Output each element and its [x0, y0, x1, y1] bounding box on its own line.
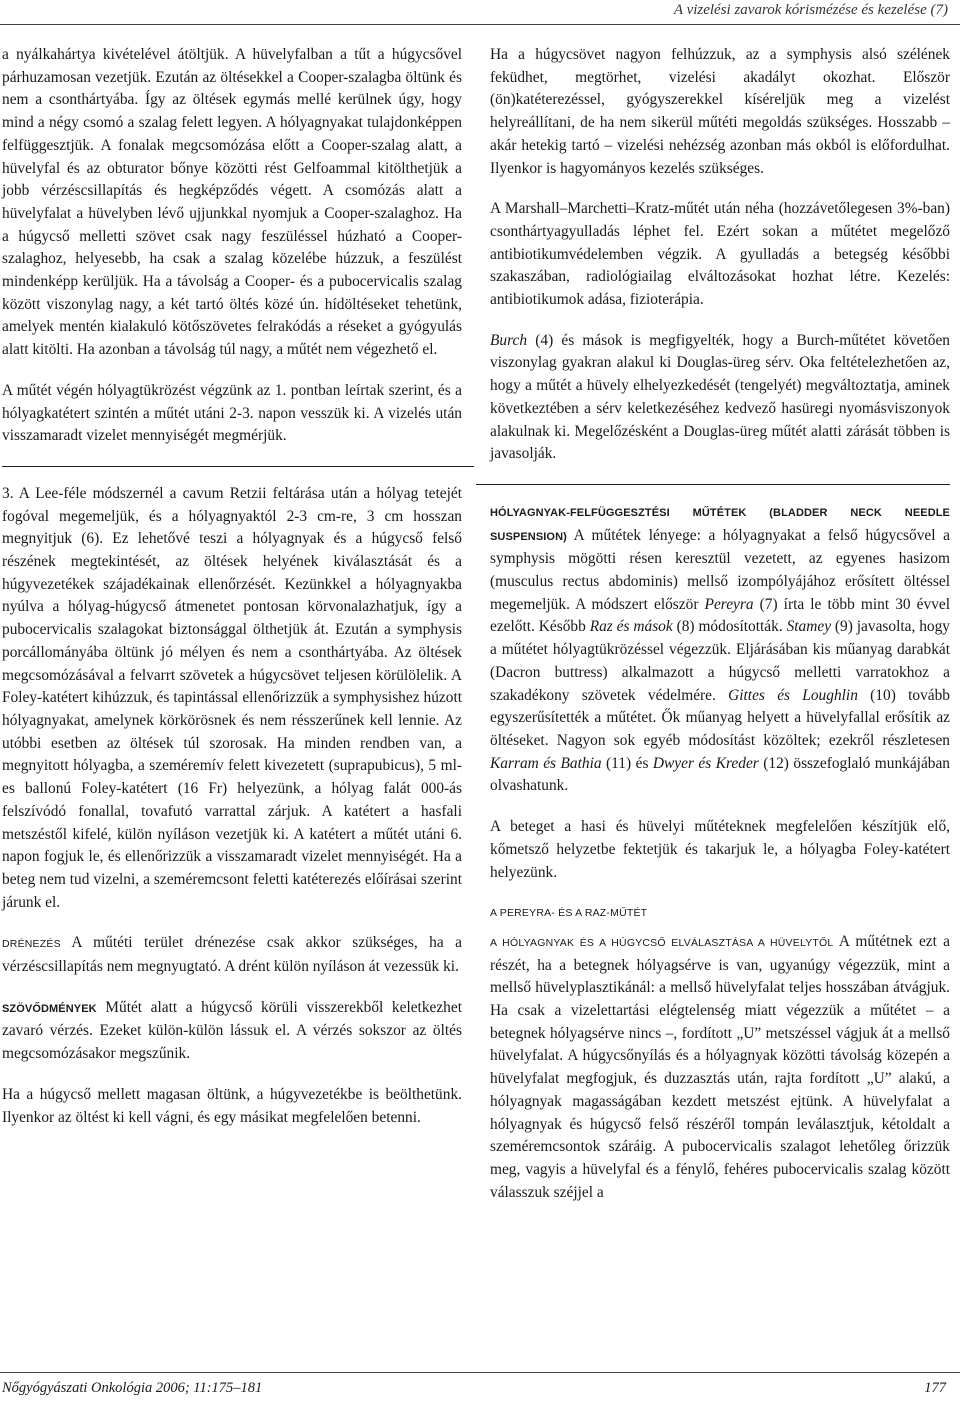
right-paragraph-1: Ha a húgycsövet nagyon felhúzzuk, az a symphysis alsó szélének feküdhet, megtörhet, vizelési akadályt okozhat. Először (ön)katéterezéssel, gyógyszerekkel kíséreljük meg a vizelést helyreállítani, de ha nem sikerül műtéti megoldás szükséges. Hosszabb – akár hetekig tartó – vizelési nehézség azonban más okból is előfordulhat. Ilyenkor is hagyományos kezelés szükséges. [490, 46, 950, 177]
text-run: (11) és [601, 754, 653, 772]
left-paragraph-3: 3. A Lee-féle módszernél a cavum Retzii feltárása után a hólyag tetejét fogóval megemeljük, és a hólyagnyaktól 2-3 cm-re, 3 cm hosszan megnyitjuk (6). Ez lehetővé teszi a hólyagnyak és a húgycső felső részének megtekintését, az öltések helyének kiválasztását és a húgyvezetékek szájadékainak ellenőrzését. Kezünkkel a hólyagnyakba nyúlva a hólyag-húgycső átmenetet pontosan körvonalazhatjuk, így a pubocervicalis szalagokat biztonsággal ölthetjük át. Ezután a symphysis porcállományába öltünk jó mélyen és nem a csonthártyába. Az öltések megcsomózásával a felvarrt szövetek a húgycsövet teljesen körülölelik. A Foley-katétert kihúzzuk, és tapintással ellenőrizzük a symphysishez húzott hólyagnyakat, amelynek körkörösnek és nem résszerűnek kell lennie. Az utóbbi esetben az öltések túl szorosak. Ha minden rendben van, a megnyitott hólyagba, a szeméremív felett kivezetett (suprapubicus), 5 ml-es ballonú Foley-katétert (16 Fr) helyezünk, a hólyag falát 000-ás felszívódó fonallal, tovafutó varrattal zárjuk. A katétert a hasfali metszéstől kifelé, külön nyíláson vezetjük ki. A katétert a műtét utáni 6. napon fogjuk le, és ellenőrizzük a visszamaradt vizelet mennyiségét. Ha a beteg nem tud vizelni, a szeméremcsont feletti katéterezés előírásai szerint járunk el. [2, 484, 462, 911]
separation-label: A HÓLYAGNYAK ÉS A HÚGYCSŐ ELVÁLASZTÁSA A HÜVELYTŐL [490, 936, 834, 949]
drainage-text: A műtéti terület drénezése csak akkor szükséges, ha a vérzéscsillapítás nem megnyugtató. A drént külön nyíláson át vezessük ki. [2, 934, 462, 976]
needle-suspension-paragraph [490, 501, 950, 798]
author-name: Pereyra [704, 595, 754, 613]
left-paragraph-4: Ha a húgycső mellett magasan öltünk, a húgyvezetékbe is beölthetünk. Ilyenkor az öltést ki kell vágni, és egy másikat megfelelően betenni. [2, 1085, 462, 1126]
right-separator [476, 484, 950, 485]
text-run: (12) összefoglaló munkájában olvashatunk. [490, 754, 950, 795]
left-paragraph-2: A műtét végén hólyagtükrözést végzünk az 1. pontban leírtak szerint, és a hólyagkatétert szintén a műtét utáni 2-3. napon vesszük ki. A vizelés után visszamaradt vizelet mennyiségét megmérjük. [2, 381, 462, 445]
footer-rule [0, 1372, 960, 1373]
burch-text: (4) és mások is megfigyelték, hogy a Burch-műtétet követően viszonylag gyakran alakul ki Douglas-üreg sérv. Oka feltételezhetően az, hogy a műtét a hüvely elhelyezkedését (tengelyét) megváltoztatja, aminek következtében a sérv keletkezéséhez kedvező hasüregi nyomásviszonyok alakulnak ki. Megelőzésként a Douglas-üreg műtét alatti zárását többen is javasolják. [490, 331, 950, 463]
running-head: A vizelési zavarok kórismézése és kezelése (7) [673, 2, 948, 18]
burch-name: Burch [490, 331, 528, 349]
left-column [2, 44, 462, 1147]
right-column [490, 44, 950, 1222]
text-run: (9) javasolta, hogy a műtétet hólyagtükrözéssel végezzük. Eljárásában kis műanyag darabkát (Dacron buttress) alkalmazott a húgycső melletti varratokhoz a szakadékony szövetek védelmére. [490, 618, 950, 704]
left-separator [2, 466, 474, 467]
text-run: (7) írta le több mint 30 évvel ezelőtt. Később [490, 595, 951, 636]
drainage-paragraph [2, 932, 462, 978]
text-run: A műtétek lényege: a hólyagnyakat a felső húgycsővel a symphysis mögötti résen keresztül vezetett, az egyenes hasizom (musculus rectus abdominis) mellső izompólyájához erősített öltéssel megemeljük. A módszert először [490, 526, 950, 613]
right-paragraph-5: A beteget a hasi és hüvelyi műtéteknek megfelelően készítjük elő, kőmetsző helyzetbe fektetjük és takarjuk le, a hólyagba Foley-katétert helyezünk. [490, 818, 950, 881]
author-name: Gittes és Loughlin [728, 686, 858, 704]
separation-text: A műtétnek ezt a részét, ha a betegnek hólyagsérve is van, ugyanúgy végezzük, mint a mellső hüvelyplasztikánál: a mellső hüvelyfalat teljes hosszában átvágjuk. Ha csak a vizelettartási elégtelenség miatt végezzük a műtétet – a betegnek hólyagsérve nincs –, fordított „U” metszéssel vágjuk át a mellső hüvelyfalat. A húgycsőnyílás és a hólyagnyak közötti távolság közepén a hüvelyfalat megfogjuk, és duzzasztás után, rajta fordított „U” alakú, a hólyagnyak magasságában kezdett metszést ejtünk. A hüvelyfalat a hólyagnyak és húgycső felső részéről tompán leválasztjuk, kétoldalt a szeméremcsontok száráig. A pubocervicalis szalagot lehetőleg őrizzük meg, vagyis a hüvelyfal és a fénylő, fehéres pubocervicalis szalag között válasszuk széjjel a [490, 932, 950, 1201]
author-name: Stamey [786, 618, 832, 636]
author-name: Dwyer és Kreder [652, 754, 759, 772]
right-paragraph-2: A Marshall–Marchetti–Kratz-műtét után néha (hozzávetőlegesen 3%-ban) csonthártyagyulladás léphet fel. Ezért sokan a műtétet megelőző antibiotikumvédelemben végzik. A gyulladás a betegség későbbi szakaszában, radiológiailag elváltozásokat hozhat létre. Kezelés: antibiotikumok adása, fizioterápia. [490, 200, 950, 309]
journal-citation: Nőgyógyászati Onkológia 2006; 11:175–181 [2, 1380, 263, 1396]
left-paragraph-1: a nyálkahártya kivételével átöltjük. A hüvelyfalban a tűt a húgycsővel párhuzamosan vezetjük. Ezután az öltésekkel a Cooper-szalagba öltünk és nem a csonthártyába. Így az öltések egymás mellé kerülnek úgy, hogy mind a négy csomó a szalag felett legyen. A hólyagnyakat tulajdonképpen felfüggesztjük. A fonalak megcsomózása előtt a Cooper-szalag alatt, a hüvelyfal és az obturator bőnye közötti rést Gelfoammal kitölthetjük a jobb vérzéscsillapítás és hegképződés végett. A csomózás alatt a hüvelyfalat a hüvelyben lévő ujjunkkal nyomjuk a Cooper-szalaghoz. Ha a húgycső melletti szövet csak nagy feszüléssel húzható a Cooper-szalaghoz, helyesebb, ha csak a szalag közelébe húzzuk, a feszülést mindenképp kerüljük. Ha a távolság a Cooper- és a pubocervicalis szalag között viszonylag nagy, a két tartó öltés közé ún. hídöltéseket tehetünk, amelyek mentén kialakuló kötőszövetes felrakódás a réseket a gyógyulás alatt kitölti. Ha azonban a távolság túl nagy, a műtét nem végezhető el. [2, 46, 462, 359]
pereyra-heading: A PEREYRA- ÉS A RAZ-MŰTÉT [490, 907, 648, 920]
page-number: 177 [924, 1380, 946, 1396]
complications-label: SZÖVŐDMÉNYEK [2, 1002, 97, 1015]
complications-paragraph [2, 997, 462, 1066]
drainage-label: DRÉNEZÉS [2, 938, 61, 951]
author-name: Raz és mások [589, 618, 673, 636]
text-run: (10) tovább egyszerűsítették a műtétet. Ők műanyag helyett a hüvelyfallal erősítik az öltéseket. Nagyon sok egyéb módosítást közöltek; ezekről részletesen [490, 686, 950, 749]
needle-suspension-heading: HÓLYAGNYAK-FELFÜGGESZTÉSI MŰTÉTEK (BLADDER NECK NEEDLE SUSPENSION) [490, 506, 950, 543]
right-paragraph-3 [490, 330, 950, 466]
author-name: Karram és Bathia [490, 754, 602, 772]
complications-text: Műtét alatt a húgycső körüli visszerekből keletkezhet zavaró vérzés. Ezeket külön-külön lássuk el. A vérzés sokszor az öltés megcsomózásakor megszűnik. [2, 998, 462, 1063]
text-run: (8) módosították. [672, 618, 787, 636]
header-rule [0, 24, 960, 25]
separation-paragraph [490, 931, 950, 1204]
